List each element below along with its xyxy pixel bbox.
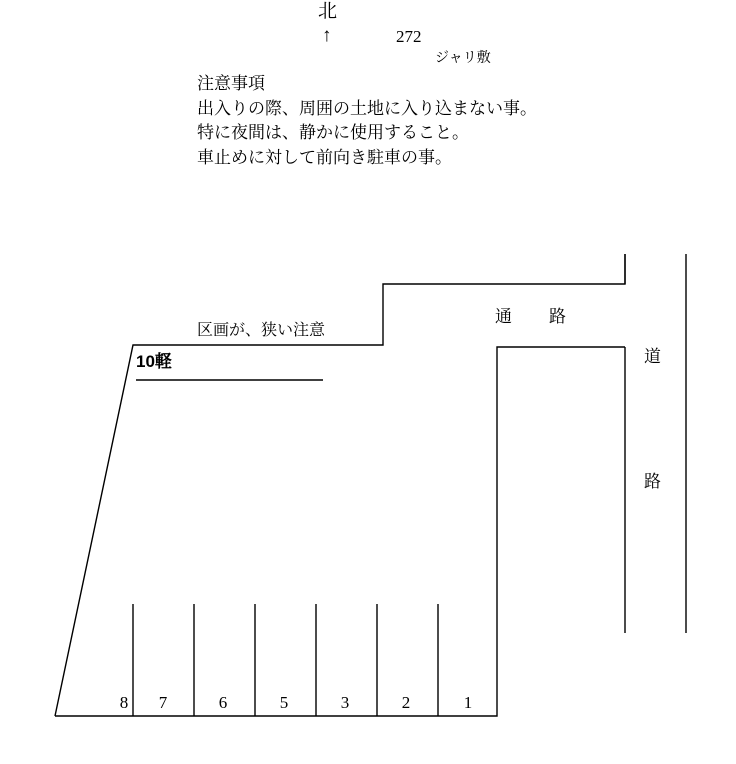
stall-number: 8	[119, 693, 129, 712]
stall-number: 2	[401, 693, 411, 712]
road-label-char-2: 路	[644, 472, 661, 491]
north-label: 北	[318, 1, 338, 22]
notes-line-4: 車止めに対して前向き駐車の事。	[197, 147, 452, 167]
narrow-stall-warning: 区画が、狭い注意	[197, 322, 326, 339]
north-arrow-icon: ↑	[322, 25, 332, 46]
stall-number: 6	[218, 693, 228, 712]
aisle-outline	[55, 347, 625, 716]
notes-line-2: 出入りの際、周囲の土地に入り込まない事。	[197, 98, 537, 118]
stall-number: 7	[158, 693, 168, 712]
stall-number: 3	[340, 693, 350, 712]
notes-line-3: 特に夜間は、静かに使用すること。	[197, 123, 469, 143]
notes-line-1: 注意事項	[197, 74, 265, 93]
stall-number: 1	[463, 693, 473, 712]
aisle-label: 通 路	[495, 307, 576, 326]
plot-number: 272	[396, 27, 422, 46]
stall-number: 5	[279, 693, 289, 712]
unit-10k-label: 10軽	[136, 352, 172, 371]
notes-block	[197, 72, 537, 171]
road-label-char-1: 道	[644, 347, 661, 366]
gravel-surface-label: ジャリ敷	[435, 49, 491, 65]
